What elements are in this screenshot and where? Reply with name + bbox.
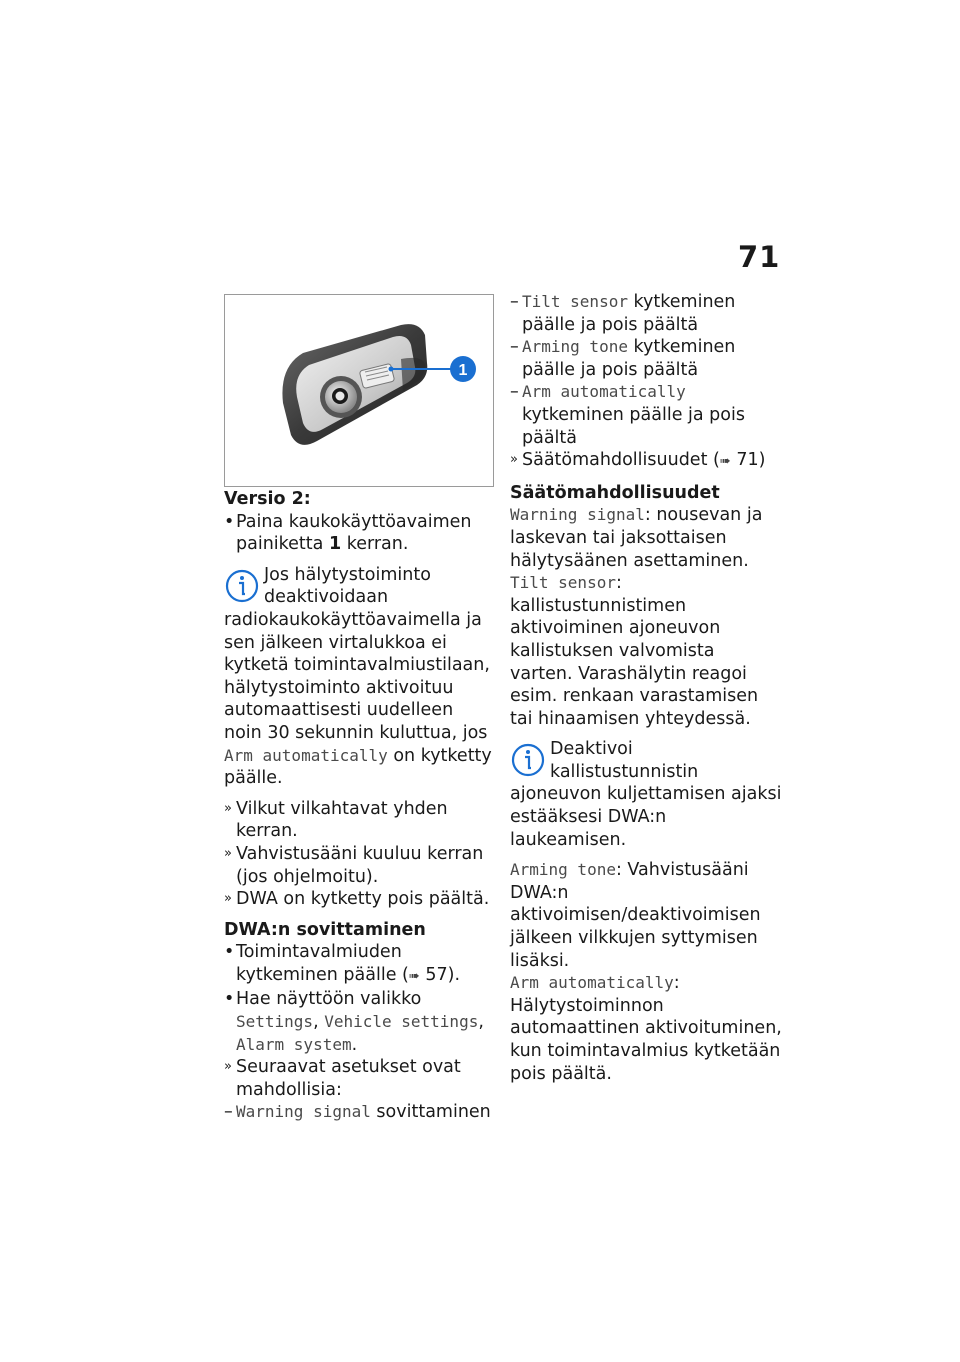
info-icon <box>224 564 260 606</box>
step-ignition: • Toimintavalmiuden kytkeminen päälle (➠ 57). <box>224 941 494 988</box>
step-menu: • Hae näyttöön valikko Settings, Vehicle settings, Alarm system. <box>224 988 494 1056</box>
info-note-1: Jos hälytystoiminto deaktivoidaan radiokaukokäyttöavaimella ja sen jälkeen virtalukkoa ei kytketä toimintavalmiustilaan, hälytystoiminto aktivoituu automaattisesti uudelleen noin 30 sekunnin kuluttua, jos Arm automatically on kytketty päälle. <box>224 564 492 789</box>
result-arrow-icon: » <box>510 452 518 468</box>
info-note-2: Deaktivoi kallistustunnistin ajoneuvon kuljettamisen ajaksi estääksesi DWA:n laukeamisen. <box>510 739 782 850</box>
option-arm-automatically: – Arm automatically kytkeminen päälle ja pois päältä <box>510 382 745 448</box>
page-number: 71 <box>738 240 781 274</box>
desc-arm-automatically: Arm automatically: Hälytystoiminnon automaattinen aktivoituminen, kun toimintavalmius kytketään pois päältä. <box>510 973 782 1084</box>
callout-number: 1 <box>458 362 468 379</box>
option-tilt-sensor: – Tilt sensor kytkeminen päälle ja pois päältä <box>510 292 736 335</box>
result-arrow-icon: » <box>224 891 232 907</box>
desc-warning-signal: Warning signal: nousevan ja laskevan tai jaksottaisen hälytysäänen asettaminen. <box>510 505 763 571</box>
desc-tilt-sensor: Tilt sensor: kallistustunnistimen aktivoiminen ajoneuvon kallistuksen valvomista varten. Varashälytin reagoi esim. renkaan varastamisen tai hinaamisen yhteydessä. <box>510 573 759 729</box>
page-ref-arrow-icon: ➠ <box>408 968 420 984</box>
result-adjustments: » Säätömahdollisuudet (➠ 71) <box>510 449 782 474</box>
result-off: » DWA on kytketty pois päältä. <box>224 889 490 910</box>
result-options: » Seuraavat asetukset ovat mahdollisia: <box>224 1057 461 1100</box>
info-icon <box>510 738 546 780</box>
option-arming-tone: – Arming tone kytkeminen päälle ja pois päältä <box>510 337 736 380</box>
result-arrow-icon: » <box>224 800 232 816</box>
key-fob-figure <box>224 294 494 487</box>
heading-version: Versio 2: <box>224 489 311 509</box>
right-column <box>510 291 782 1085</box>
step-press-button: • Paina kaukokäyttöavaimen painiketta 1 kerran. <box>224 511 494 556</box>
page-ref-arrow-icon: ➠ <box>719 454 731 470</box>
result-arrow-icon: » <box>224 845 232 861</box>
result-arrow-icon: » <box>224 1059 232 1075</box>
heading-adjustments: Säätömahdollisuudet <box>510 482 720 503</box>
desc-arming-tone: Arming tone: Vahvistusääni DWA:n aktivoimisen/deaktivoimisen jälkeen vilkkujen syttymisen lisäksi. <box>510 860 761 971</box>
result-tone: » Vahvistusääni kuuluu kerran (jos ohjelmoitu). <box>224 843 484 887</box>
option-warning-signal: – Warning signal sovittaminen <box>224 1102 491 1123</box>
result-flash: » Vilkut vilkahtavat yhden kerran. <box>224 798 448 842</box>
heading-dwa: DWA:n sovittaminen <box>224 919 426 940</box>
key-fob-illustration <box>225 295 493 486</box>
left-column <box>224 488 494 1124</box>
